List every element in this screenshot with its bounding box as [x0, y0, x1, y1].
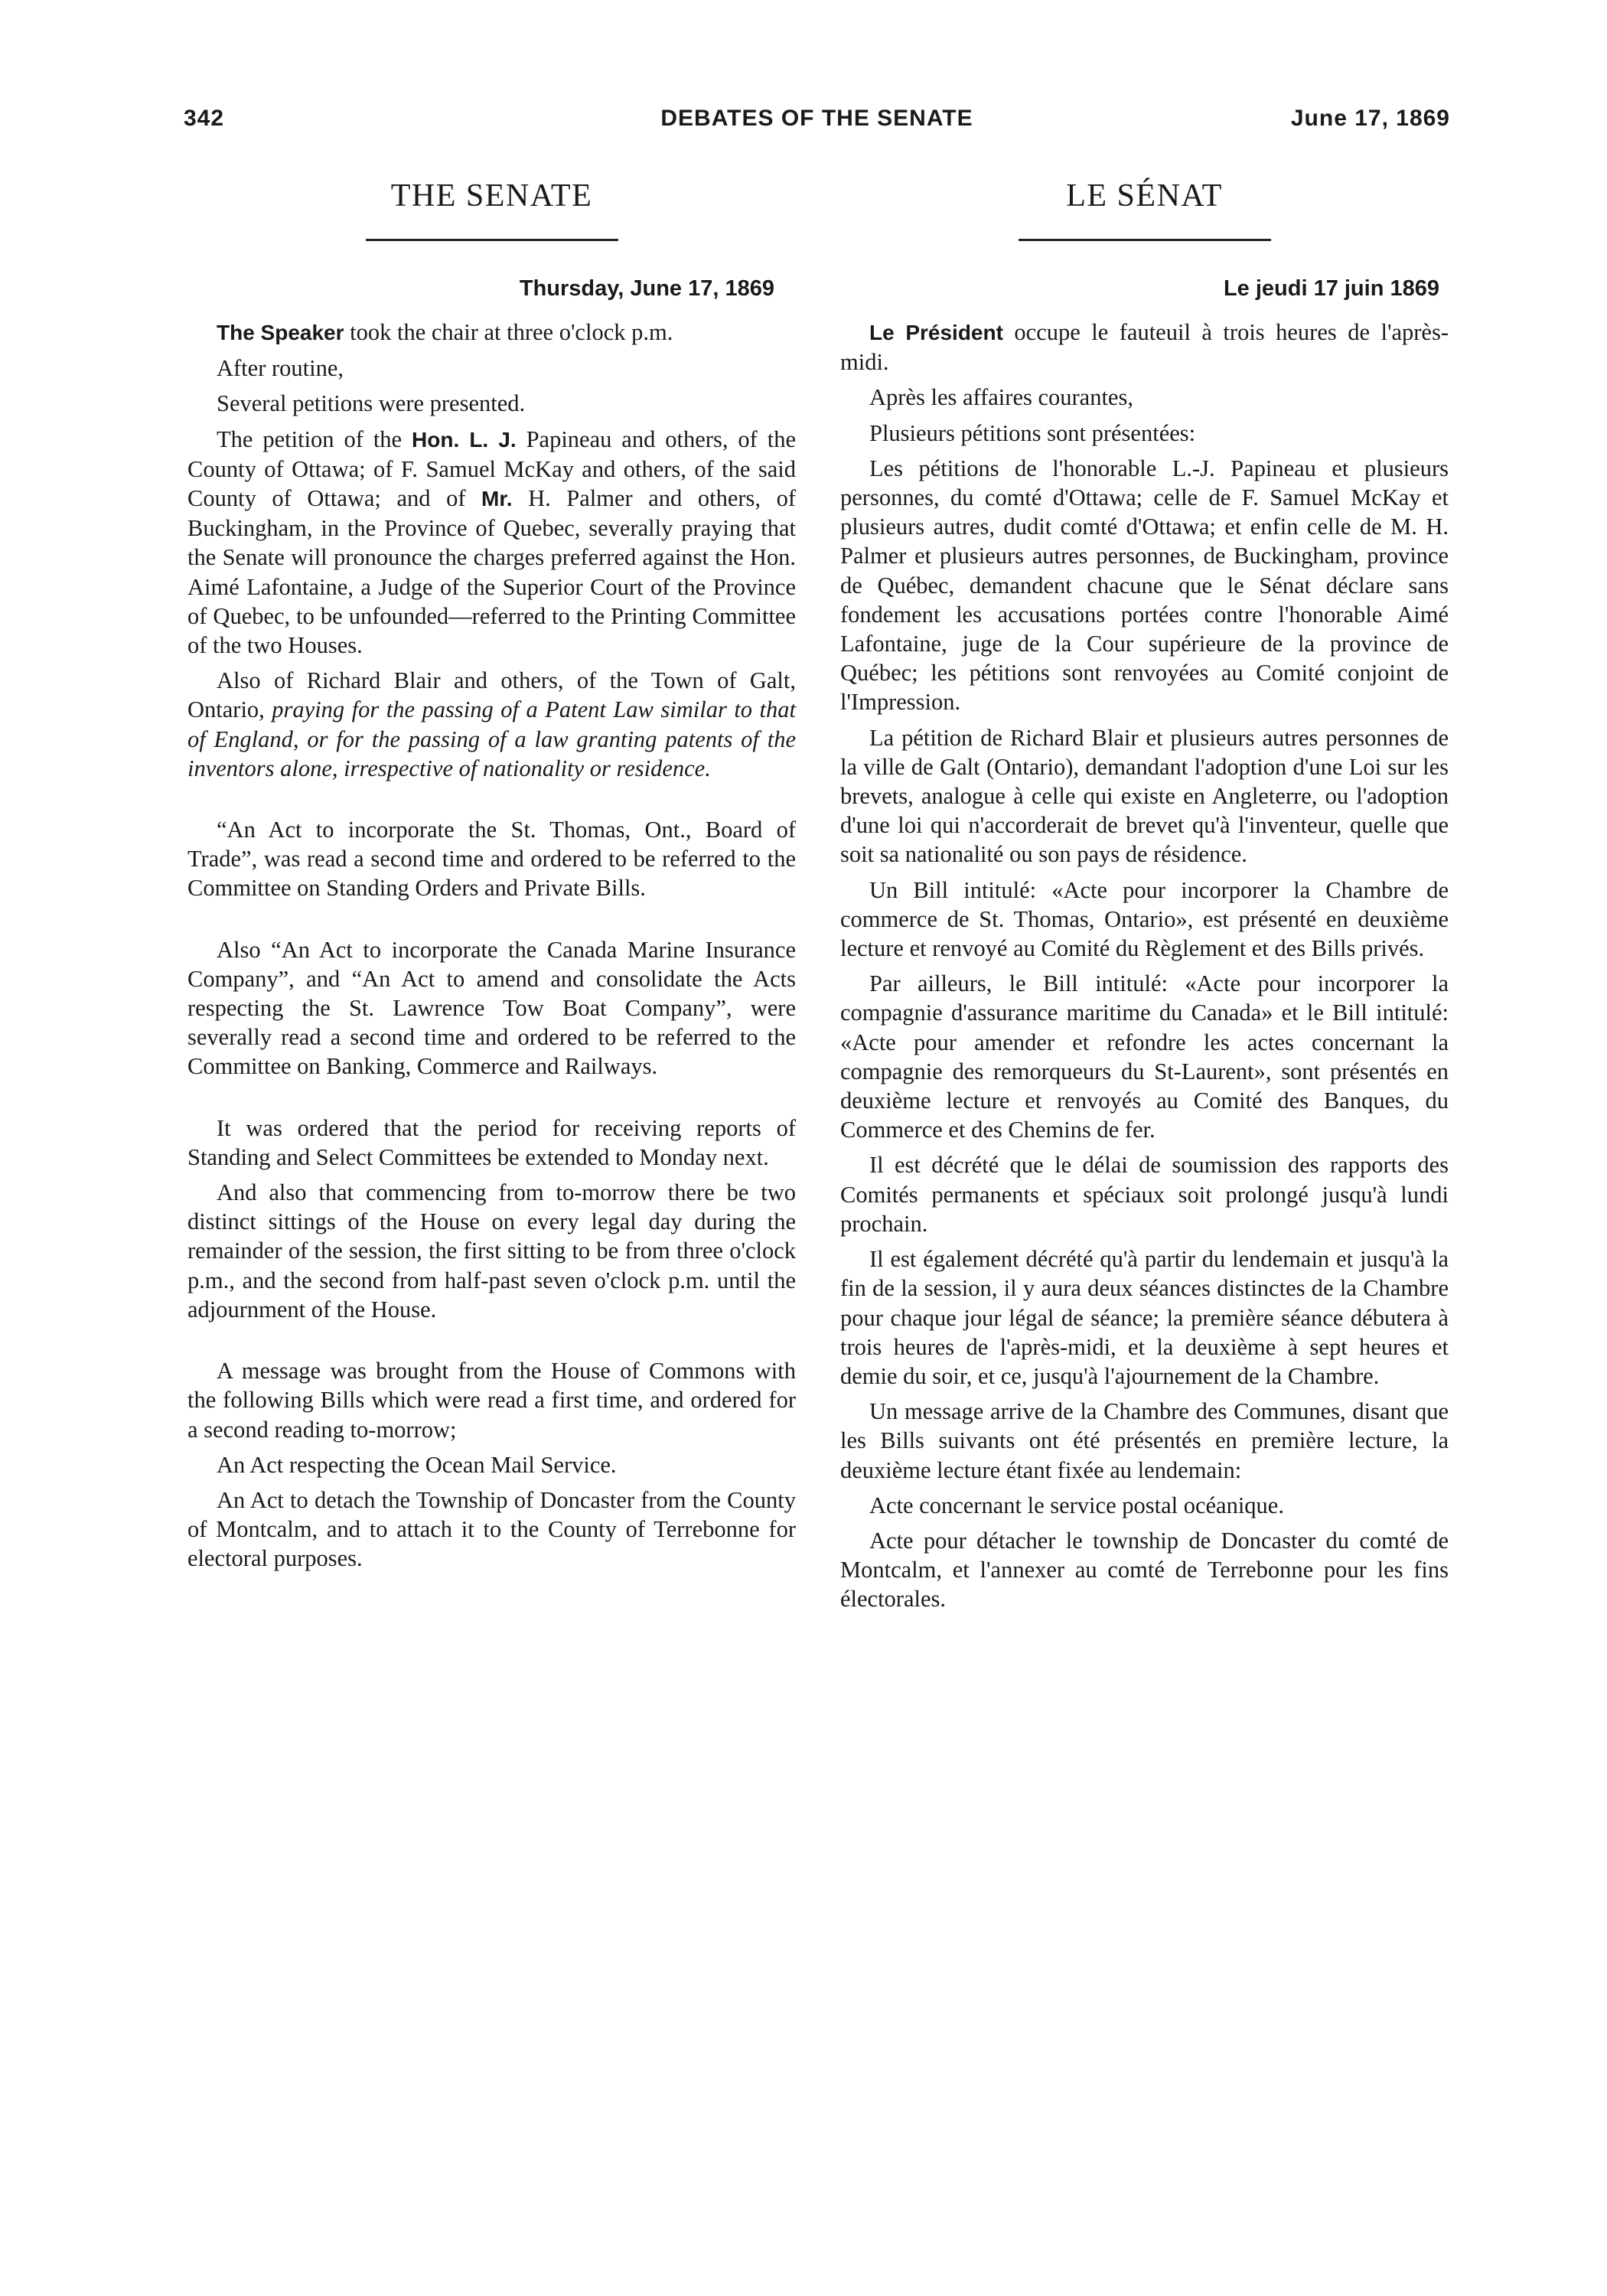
journal-title: DEBATES OF THE SENATE — [660, 106, 973, 131]
speaker-label: The Speaker — [217, 321, 344, 344]
paragraph-text: The petition of the — [217, 426, 412, 452]
paragraph: “An Act to incorporate the St. Thomas, Ont., Board of Trade”, was read a second time and ordered to be referred to the Committee on Standing Orders and Private Bills. — [187, 817, 796, 902]
paragraph: Les pétitions de l'honorable L.-J. Papineau et plusieurs personnes, du comté d'Ottawa; celle de F. Samuel McKay et plusieurs autres, dudit comté d'Ottawa; et enfin celle de M. H. Palmer et plusieurs autres personnes, de Buckingham, province de Québec, demandent chacune que le Sénat déclare sans fondement les accusations portées contre l'honorable Aimé Lafontaine, juge de la Cour supérieure de la province de Québec; les pétitions sont renvoyées au Comité conjoint de l'Impression. — [840, 455, 1449, 716]
french-column — [840, 174, 1449, 1620]
running-header — [184, 106, 1450, 136]
page-number: 342 — [184, 106, 225, 131]
paragraph: Plusieurs pétitions sont présentées: — [869, 419, 1196, 446]
paragraph: Après les affaires courantes, — [869, 384, 1133, 411]
section-title-french: LE SÉNAT — [1066, 178, 1223, 214]
paragraph: Several petitions were presented. — [217, 390, 526, 417]
paragraph-text: took the chair at three o'clock p.m. — [344, 319, 673, 345]
paragraph: Acte concernant le service postal océanique. — [869, 1492, 1284, 1518]
sitting-date-english: Thursday, June 17, 1869 — [519, 276, 774, 301]
paragraph-italic: praying for the passing of a Patent Law similar to that of England, or for the passing of a law granting patents of the inventors alone, irrespective of nationality or residence. — [187, 696, 796, 781]
sitting-date-french: Le jeudi 17 juin 1869 — [1223, 276, 1439, 301]
speaker-label: Le Président — [869, 321, 1003, 344]
paragraph-text: Also of Richard Blair and others, of the Town of Galt, Ontario, — [187, 667, 796, 723]
paragraph: La pétition de Richard Blair et plusieurs autres personnes de la ville de Galt (Ontario), demandant l'adoption d'une Loi sur les brevets, analogue à celle qui existe en Angleterre, ou l'adoption d'une loi qui n'accorderait de brevet qu'à l'inventeur, quelle que soit sa nationalité ou son pays de résidence. — [840, 724, 1449, 868]
english-column — [187, 174, 796, 1580]
paragraph — [840, 318, 1449, 377]
paragraph: Par ailleurs, le Bill intitulé: «Acte pour incorporer la compagnie d'assurance maritime du Canada» et le Bill intitulé: «Acte pour amender et refondre les actes concernant la compagnie des remorqueurs du St-Laurent», sont présentés en deuxième lecture et renvoyés au Comité des Banques, du Commerce et des Chemins de fer. — [840, 970, 1449, 1143]
honorific: Hon. L. J. — [412, 427, 517, 452]
title-rule — [366, 239, 618, 241]
paragraph: Also “An Act to incorporate the Canada Marine Insurance Company”, and “An Act to amend and consolidate the Acts respecting the St. Lawrence Tow Boat Company”, were severally read a second time and ordered to be referred to the Committee on Banking, Commerce and Railways. — [187, 936, 796, 1080]
paragraph-text: H. Palmer and others, of Buckingham, in the Province of Quebec, severally praying that the Senate will pronounce the charges preferred against the Hon. Aimé Lafontaine, a Judge of the Superior Court of the Province of Quebec, to be unfounded—referred to the Printing Committee of the two Houses. — [187, 485, 796, 659]
paragraph: Un Bill intitulé: «Acte pour incorporer la Chambre de commerce de St. Thomas, Ontario», est présenté en deuxième lecture et renvoyé au Comité du Règlement et des Bills privés. — [840, 876, 1449, 962]
honorific: Mr. — [481, 487, 513, 511]
header-date: June 17, 1869 — [1290, 106, 1450, 131]
paragraph: A message was brought from the House of Commons with the following Bills which were read a first time, and ordered for a second reading to-morrow; — [187, 1358, 796, 1443]
paragraph: It was ordered that the period for receiving reports of Standing and Select Committees be extended to Monday next. — [187, 1114, 796, 1170]
paragraph — [187, 318, 796, 347]
paragraph: After routine, — [217, 355, 344, 382]
paragraph: Acte pour détacher le township de Doncaster du comté de Montcalm, et l'annexer au comté de Terrebonne pour les fins électorales. — [840, 1527, 1449, 1613]
paragraph — [187, 425, 796, 660]
paragraph: Un message arrive de la Chambre des Communes, disant que les Bills suivants ont été présentés en première lecture, la deuxième lecture étant fixée au lendemain: — [840, 1398, 1449, 1483]
section-title-english: THE SENATE — [390, 178, 593, 214]
paragraph: Il est également décrété qu'à partir du lendemain et jusqu'à la fin de la session, il y aura deux séances distinctes de la Chambre pour chaque jour légal de séance; la première séance débutera à trois heures de l'après-midi, et la deuxième à sept heures et demie du soir, et ce, jusqu'à l'ajournement de la Chambre. — [840, 1246, 1449, 1389]
paragraph: And also that commencing from to-morrow there be two distinct sittings of the House on every legal day during the remainder of the session, the first sitting to be from three o'clock p.m., and the second from half-past seven o'clock p.m. until the adjournment of the House. — [187, 1179, 796, 1322]
paragraph: An Act respecting the Ocean Mail Service. — [217, 1451, 617, 1478]
paragraph-text: Papineau and others, of the County of Ottawa; of F. Samuel McKay and others, of the said County of Ottawa; and of — [187, 426, 796, 512]
paragraph-text: occupe le fauteuil à trois heures de l'après-midi. — [840, 319, 1449, 376]
paragraph: An Act to detach the Township of Doncaster from the County of Montcalm, and to attach it to the County of Terrebonne for electoral purposes. — [187, 1486, 796, 1572]
paragraph: Il est décrété que le délai de soumission des rapports des Comités permanents et spéciaux soit prolongé jusqu'à lundi prochain. — [840, 1152, 1449, 1237]
paragraph — [187, 666, 796, 783]
title-rule — [1019, 239, 1271, 241]
